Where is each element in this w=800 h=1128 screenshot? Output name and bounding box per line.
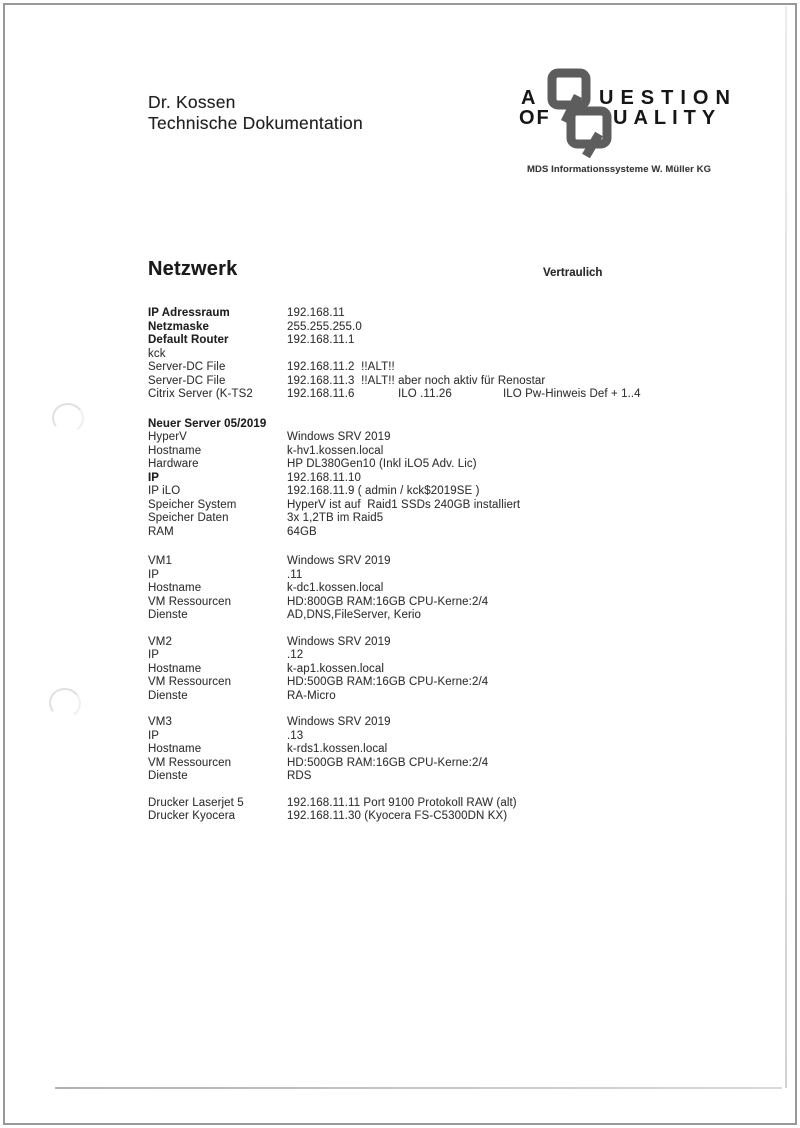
row-label: Hardware [148,458,199,470]
row-label: Server-DC File [148,361,226,373]
row-value: .11 [287,568,303,581]
row-label: Speicher Daten [148,512,229,524]
info-row [148,388,688,402]
info-block [148,716,688,784]
row-value: k-ap1.kossen.local [287,662,385,675]
row-label: VM2 [148,635,172,648]
q-bottom-icon [571,111,607,156]
row-value: Windows SRV 2019 [287,635,391,648]
info-row [148,307,688,321]
info-row [148,716,688,730]
row-value: RA-Micro [287,689,336,702]
row-value-segment: ILO Pw-Hinweis Def + 1..4 [503,388,641,400]
row-label: IP [148,729,160,742]
row-value [287,388,641,402]
row-label: VM Ressourcen [148,756,232,769]
row-label: IP [148,649,160,661]
confidential-label: Vertraulich [543,267,603,279]
row-value: HyperV ist auf Raid1 SSDs 240GB installiert [287,498,521,511]
row-value: HD:500GB RAM:16GB CPU-Kerne:2/4 [287,756,489,769]
info-block [148,418,688,540]
quality-logo-icon [515,62,745,158]
row-label: Speicher System [148,498,237,511]
row-label: IP [148,471,160,484]
row-value: 192.168.11.11 Port 9100 Protokoll RAW (alt) [287,796,517,809]
info-row [148,743,688,757]
row-value: HP DL380Gen10 (Inkl iLO5 Adv. Lic) [287,458,477,470]
info-block [148,307,688,402]
page-edge-line-bottom [55,1087,782,1089]
row-value: 192.168.11.3 !!ALT!! aber noch aktiv für Renostar [287,374,546,387]
page-title: Netzwerk [148,258,238,280]
punch-hole-mark-bottom [47,686,83,720]
row-value: HD:800GB RAM:16GB CPU-Kerne:2/4 [287,595,489,608]
page-edge-line-right [785,6,787,1088]
info-row [148,375,688,389]
info-row [148,582,688,596]
row-value: .12 [287,649,304,661]
info-row [148,770,688,784]
row-label: VM Ressourcen [148,595,232,608]
row-value: 255.255.255.0 [287,320,362,333]
company-logo [515,62,745,175]
row-value: k-dc1.kossen.local [287,582,384,594]
info-row [148,609,688,623]
row-value: k-hv1.kossen.local [287,444,384,457]
row-label: IP Adressraum [148,307,230,319]
row-value: 192.168.11.1 [287,334,355,346]
doc-subtitle: Technische Dokumentation [148,113,363,133]
info-row [148,569,688,583]
row-label: RAM [148,525,174,538]
row-value: 192.168.11.2 !!ALT!! [287,361,395,373]
row-label: IP [148,568,160,581]
row-value: AD,DNS,FileServer, Kerio [287,609,422,621]
logo-text-uality: UALITY [613,107,722,129]
info-block [148,636,688,704]
info-row [148,596,688,610]
info-row [148,663,688,677]
row-label: Hostname [148,743,202,755]
punch-hole-mark-top [50,401,86,435]
info-row [148,649,688,663]
info-row [148,690,688,704]
row-label: Netzmaske [148,320,209,333]
row-label: Default Router [148,334,229,346]
document-header [148,92,363,134]
row-label: Server-DC File [148,374,226,387]
block-heading: Neuer Server 05/2019 [148,417,267,430]
info-row [148,499,688,513]
info-row [148,512,688,526]
row-label: VM Ressourcen [148,676,232,688]
info-row [148,730,688,744]
info-row [148,676,688,690]
row-label: Drucker Laserjet 5 [148,796,244,809]
row-label: VM1 [148,555,172,567]
row-value: 192.168.11 [287,307,345,319]
info-row [148,445,688,459]
row-value: 192.168.11.10 [287,471,361,484]
row-label: Dienste [148,609,188,621]
info-row [148,810,688,824]
info-row [148,431,688,445]
info-row [148,526,688,540]
row-value: Windows SRV 2019 [287,431,391,443]
row-label: Drucker Kyocera [148,810,236,822]
row-value: .13 [287,729,304,742]
info-row [148,636,688,650]
logo-text-of: OF [519,107,551,129]
info-row [148,361,688,375]
row-value-segment: 192.168.11.6 [287,388,355,400]
company-name: MDS Informationssysteme W. Müller KG [527,164,712,175]
row-label: Hostname [148,582,202,594]
row-value-segment: ILO .11.26 [398,388,452,400]
row-value: k-rds1.kossen.local [287,743,388,755]
info-block [148,797,688,824]
content-blocks [148,307,688,824]
info-row [148,348,688,362]
info-row [148,321,688,335]
info-row [148,458,688,472]
row-value: 64GB [287,525,317,538]
row-value: Windows SRV 2019 [287,716,391,728]
info-row [148,472,688,486]
row-value: HD:500GB RAM:16GB CPU-Kerne:2/4 [287,676,489,688]
row-label: Dienste [148,689,188,702]
row-label: IP iLO [148,485,181,497]
logo-text-a: A [521,87,536,109]
row-value: 3x 1,2TB im Raid5 [287,512,384,524]
logo-text-uestion: UESTION [599,87,737,109]
row-label: Hostname [148,662,202,675]
row-label: Dienste [148,770,188,782]
row-label: HyperV [148,431,187,443]
row-value: Windows SRV 2019 [287,555,391,567]
row-value: RDS [287,770,312,782]
row-label: kck [148,347,166,360]
info-row [148,757,688,771]
info-row [148,485,688,499]
info-row [148,334,688,348]
author-name: Dr. Kossen [148,92,236,112]
row-value: 192.168.11.30 (Kyocera FS-C5300DN KX) [287,810,508,822]
info-block [148,555,688,623]
info-row [148,555,688,569]
info-row [148,797,688,811]
row-value: 192.168.11.9 ( admin / kck$2019SE ) [287,485,480,497]
row-label: Citrix Server (K-TS2 [148,388,253,400]
row-label: Hostname [148,444,202,457]
row-label: VM3 [148,716,172,728]
